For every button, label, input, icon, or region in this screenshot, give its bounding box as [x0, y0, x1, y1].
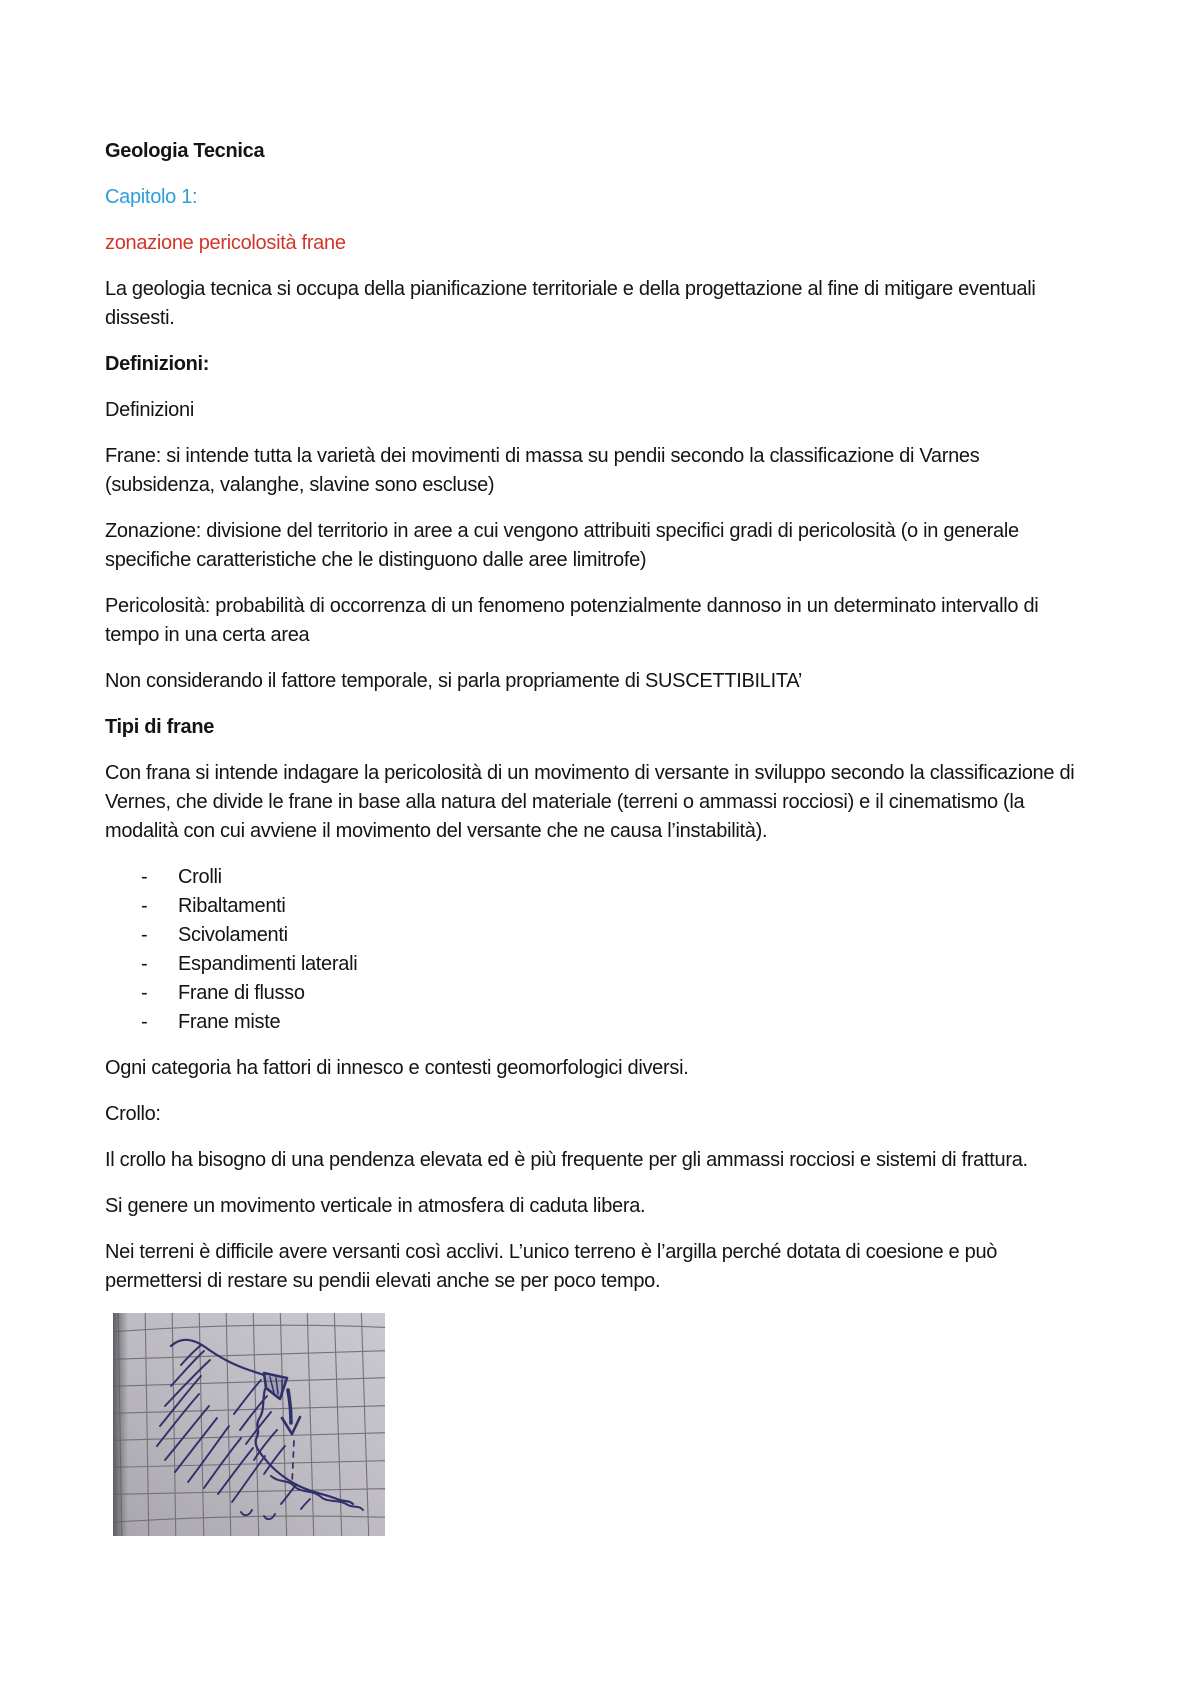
- doc-title: Geologia Tecnica: [105, 140, 265, 162]
- list-bullet: -: [141, 924, 148, 946]
- list-item-label: Ribaltamenti: [178, 895, 286, 917]
- list-item-label: Espandimenti laterali: [178, 953, 358, 975]
- definition-frane-paragraph: Frane: si intende tutta la varietà dei movimenti di massa su pendii secondo la classificazione di Varnes (subsidenza, valanghe, slavine sono escluse): [105, 445, 980, 496]
- crollo-paragraph-2: Si genere un movimento verticale in atmosfera di caduta libera.: [105, 1195, 646, 1217]
- list-item-label: Frane miste: [178, 1011, 281, 1033]
- list-bullet: -: [141, 953, 148, 975]
- tipi-di-frane-heading: Tipi di frane: [105, 716, 215, 738]
- list-item-label: Frane di flusso: [178, 982, 305, 1004]
- list-bullet: -: [141, 1011, 148, 1033]
- landslide-type-list: [105, 863, 1085, 1037]
- list-item: [105, 979, 1085, 1008]
- definition-zonazione-paragraph: Zonazione: divisione del territorio in aree a cui vengono attribuiti specifici gradi di pericolosità (o in generale specifiche caratteristiche che le distinguono dalle aree limitrofe): [105, 520, 1019, 571]
- list-item: [105, 863, 1085, 892]
- tipi-intro-paragraph: Con frana si intende indagare la pericolosità di un movimento di versante in sviluppo secondo la classificazione di Vernes, che divide le frane in base alla natura del materiale (terreni o ammassi rocciosi) e il cinematismo (la modalità con cui avviene il movimento del versante che ne causa l’instabilità).: [105, 762, 1075, 842]
- categories-note: Ogni categoria ha fattori di innesco e contesti geomorfologici diversi.: [105, 1057, 689, 1079]
- list-bullet: -: [141, 895, 148, 917]
- list-item: [105, 950, 1085, 979]
- sketch-svg: [113, 1313, 385, 1536]
- crollo-heading: Crollo:: [105, 1103, 161, 1125]
- list-item: [105, 1008, 1085, 1037]
- intro-paragraph: La geologia tecnica si occupa della pianificazione territoriale e della progettazione al fine di mitigare eventuali dissesti.: [105, 278, 1036, 329]
- crollo-paragraph-1: Il crollo ha bisogno di una pendenza elevata ed è più frequente per gli ammassi rocciosi e sistemi di frattura.: [105, 1149, 1028, 1171]
- suscettibilita-note: Non considerando il fattore temporale, si parla propriamente di SUSCETTIBILITA’: [105, 670, 802, 692]
- list-item-label: Crolli: [178, 866, 222, 888]
- crollo-paragraph-3: Nei terreni è difficile avere versanti così acclivi. L’unico terreno è l’argilla perché dotata di coesione e può permettersi di restare su pendii elevati anche se per poco tempo.: [105, 1241, 998, 1292]
- definitions-intro: Definizioni: [105, 399, 194, 421]
- sketch-page-edge-shadow: [113, 1313, 128, 1536]
- definitions-heading: Definizioni:: [105, 353, 210, 375]
- crollo-sketch-image: [113, 1313, 385, 1536]
- chapter-heading: Capitolo 1:: [105, 186, 198, 208]
- chapter-subtitle: zonazione pericolosità frane: [105, 232, 346, 254]
- definition-pericolosita-paragraph: Pericolosità: probabilità di occorrenza di un fenomeno potenzialmente dannoso in un determinato intervallo di tempo in una certa area: [105, 595, 1039, 646]
- list-bullet: -: [141, 982, 148, 1004]
- list-item-label: Scivolamenti: [178, 924, 288, 946]
- list-item: [105, 892, 1085, 921]
- list-item: [105, 921, 1085, 950]
- list-bullet: -: [141, 866, 148, 888]
